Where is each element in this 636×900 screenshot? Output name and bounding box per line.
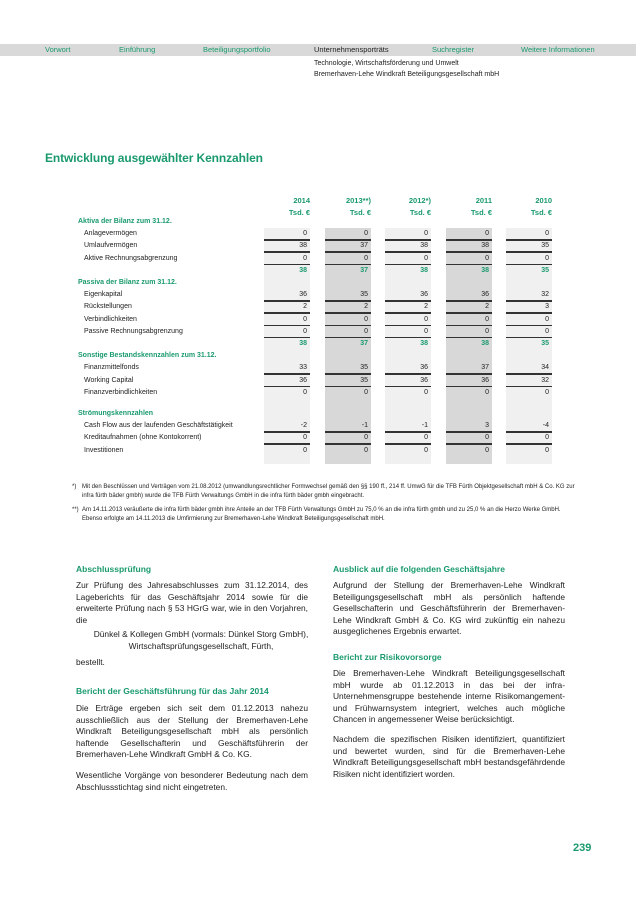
table-cell: 38 [481,242,489,250]
row-label: Aktive Rechnungsabgrenzung [84,254,178,262]
table-cell: 3 [545,303,549,311]
row-label: Verbindlichkeiten [84,315,137,323]
table-cell: 38 [299,242,307,250]
total-cell: 38 [420,340,428,347]
breadcrumb-company: Bremerhaven-Lehe Windkraft Beteiligungsgesellschaft mbH [314,71,500,78]
row-label: Working Capital [84,376,134,384]
table-cell: 0 [303,327,307,335]
nav-item-unternehmensportraets[interactable]: Unternehmensporträts [314,45,389,54]
row-label: Cash Flow aus der laufenden Geschäftstätigkeit [84,422,233,430]
table-cell: 33 [299,364,307,372]
row-label: Rückstellungen [84,303,132,311]
table-cell: 36 [420,364,428,372]
row-label: Investitionen [84,446,124,454]
total-cell: 38 [299,266,307,274]
table-cell: 0 [545,434,549,442]
table-cell: 0 [303,254,307,262]
table-cell: 0 [424,230,428,238]
row-label: Finanzverbindlichkeiten [84,388,158,396]
table-cell: 36 [481,376,489,384]
table-cell: 0 [545,230,549,238]
col-header-2011: 2011 Tsd. € [470,196,492,217]
table-cell: 0 [364,230,368,238]
table-cell: 0 [545,327,549,335]
para-bericht-1: Die Erträge ergeben sich seit dem 01.12.2013 nahezu ausschließlich aus der Stellung der Bremerhaven-Lehe Windkraft Beteiligungsgesellschaft mbH als persönlich haftende Gesellschafterin und Geschäftsführerin der Bremerhaven-Lehe Windkraft GmbH & Co. KG. [76,703,308,759]
nav-item-beteiligungsportfolio[interactable]: Beteiligungsportfolio [203,45,271,54]
table-cell: 0 [485,446,489,454]
table-cell: 0 [485,254,489,262]
table-cell: 36 [299,376,307,384]
row-label: Umlaufvermögen [84,242,138,250]
table-cell: 32 [541,291,549,299]
section-heading: Aktiva der Bilanz zum 31.12. [78,218,172,225]
table-cell: 0 [303,446,307,454]
top-navigation [0,44,636,56]
nav-item-vorwort[interactable]: Vorwort [45,45,71,54]
table-cell: 0 [485,315,489,323]
table-cell: 36 [420,376,428,384]
table-cell: 0 [545,388,549,396]
col-header-2012: 2012*) Tsd. € [408,196,431,217]
table-cell: -4 [542,422,549,430]
total-cell: 38 [299,340,307,347]
table-cell: 3 [485,422,489,430]
para-bericht-2: Wesentliche Vorgänge von besonderer Bedeutung nach dem Abschlussstichtag sind nicht eingetreten. [76,770,308,792]
para-abschluss-2: bestellt. [76,657,105,667]
table-cell: 0 [545,446,549,454]
table-cell: -2 [300,422,307,430]
footnote-2: **) Am 14.11.2013 veräußerte die infra fürth bäder gmbh ihre Anteile an der TFB Fürth Verwaltungs GmbH zu 75,0 % an die infra fürth gmbh und zu 25,0 % an die Herzo Werke GmbH. Ebenso erfolgte am 14.11.2013 die Umfirmierung zur Bremerhaven-Lehe Windkraft Beteiligungsgesellschaft mbH. [72,507,561,522]
table-cell: 38 [420,242,428,250]
section-heading: Passiva der Bilanz zum 31.12. [78,279,177,286]
table-cell: 37 [481,364,489,372]
heading-bericht-geschaeftsfuehrung: Bericht der Geschäftsführung für das Jahr 2014 [76,686,269,696]
footnote-1: *) Mit den Beschlüssen und Verträgen vom 21.08.2012 (umwandlungsrechtlicher Formwechsel gemäß den §§ 190 ff., 214 ff. UmwG für die TFB Fürth Objektgesellschaft mbH & Co. KG zur infra fürth bäder gmbh) wurde die TFB Fürth Verwaltungs GmbH in die infra fürth bäder gmbh eingebracht. [72,484,575,499]
nav-item-einfuehrung[interactable]: Einführung [119,45,156,54]
table-cell: 35 [360,364,368,372]
total-cell: 38 [420,266,428,274]
table-cell: 0 [424,254,428,262]
table-cell: 36 [420,291,428,299]
col-header-2014: 2014 Tsd. € [288,196,310,217]
para-abschluss-1: Zur Prüfung des Jahresabschlusses zum 31.12.2014, des Lageberichts für das Geschäftsjahr 2014 sowie für die erweiterte Prüfung nach § 53 HGrG war, wie in den Vorjahren, die [76,580,308,625]
table-cell: 0 [545,254,549,262]
section-heading: Strömungskennzahlen [78,410,154,417]
total-cell: 38 [481,266,489,274]
row-label: Eigenkapital [84,291,123,299]
heading-ausblick: Ausblick auf die folgenden Geschäftsjahre [333,564,505,574]
table-cell: 2 [485,303,489,311]
table-cell: 35 [360,376,368,384]
table-cell: 0 [424,434,428,442]
table-cell: 0 [303,434,307,442]
para-abschluss-auditor: Dünkel & Kollegen GmbH (vormals: Dünkel Storg GmbH), Wirtschaftsprüfungsgesellschaft, Fürth, [93,629,309,651]
table-cell: 32 [541,376,549,384]
table-cell: -1 [361,422,368,430]
page-number: 239 [573,842,592,854]
table-cell: 2 [424,303,428,311]
total-cell: 35 [541,266,549,274]
table-cell: 36 [299,291,307,299]
table-cell: -1 [421,422,428,430]
para-risiko-1: Die Bremerhaven-Lehe Windkraft Beteiligungsgesellschaft mbH wurde ab 01.12.2013 in das bei der infra-Unternehmensgruppe bestehende interne Risikomangement- und Frühwarnsystem integriert, welches auch mögliche Chancen in angemessener Weise berücksichtigt. [333,668,565,724]
table-cell: 0 [364,254,368,262]
table-cell: 0 [364,446,368,454]
col-header-2013: 2013**) Tsd. € [345,196,371,217]
total-cell: 37 [360,266,368,274]
row-label: Passive Rechnungsabgrenzung [84,327,183,335]
table-cell: 0 [485,388,489,396]
heading-risikovorsorge: Bericht zur Risikovorsorge [333,652,442,662]
page-title: Entwicklung ausgewählter Kennzahlen [45,151,263,165]
table-cell: 0 [424,315,428,323]
table-cell: 34 [541,364,549,372]
table-cell: 0 [303,315,307,323]
table-cell: 0 [424,388,428,396]
section-heading: Sonstige Bestandskennzahlen zum 31.12. [78,352,217,360]
table-cell: 0 [545,315,549,323]
table-cell: 0 [424,446,428,454]
table-cell: 2 [303,303,307,311]
table-cell: 2 [364,303,368,311]
table-cell: 0 [303,230,307,238]
table-cell: 37 [360,242,368,250]
table-cell: 0 [485,327,489,335]
table-cell: 35 [541,242,549,250]
para-ausblick: Aufgrund der Stellung der Bremerhaven-Lehe Windkraft Beteiligungsgesellschaft mbH als persönlich haftende Gesellschafterin und Geschäftsführerin der Bremerhaven-Lehe Windkraft GmbH & Co. KG wird zukünftig ein nahezu ausgeglichenes Ergebnis erwartet. [333,580,565,636]
table-cell: 0 [364,315,368,323]
nav-item-suchregister[interactable]: Suchregister [432,45,475,54]
table-cell: 0 [485,230,489,238]
total-cell: 35 [541,340,549,347]
table-cell: 0 [364,388,368,396]
col-header-2010: 2010 Tsd. € [530,196,552,217]
nav-item-weitere-informationen[interactable]: Weitere Informationen [521,45,595,54]
table-cell: 0 [424,327,428,335]
table-cell: 35 [360,291,368,299]
total-cell: 37 [360,340,368,347]
table-cell: 0 [364,327,368,335]
total-cell: 38 [481,340,489,347]
row-label: Finanzmittelfonds [84,364,139,372]
breadcrumb-category: Technologie, Wirtschaftsförderung und Umwelt [314,60,459,67]
table-cell: 0 [303,388,307,396]
heading-abschlusspruefung: Abschlussprüfung [76,564,152,574]
table-cell: 0 [485,434,489,442]
row-label: Kreditaufnahmen (ohne Kontokorrent) [84,434,202,442]
table-cell: 0 [364,434,368,442]
para-risiko-2: Nachdem die spezifischen Risiken identifiziert, quantifiziert und bewertet wurden, sind für die Bremerhaven-Lehe Windkraft Beteiligungsgesellschaft mbH bestandsgefährdende Risiken nicht identifiziert worden. [333,734,565,779]
row-label: Anlagevermögen [84,230,137,238]
table-cell: 36 [481,291,489,299]
